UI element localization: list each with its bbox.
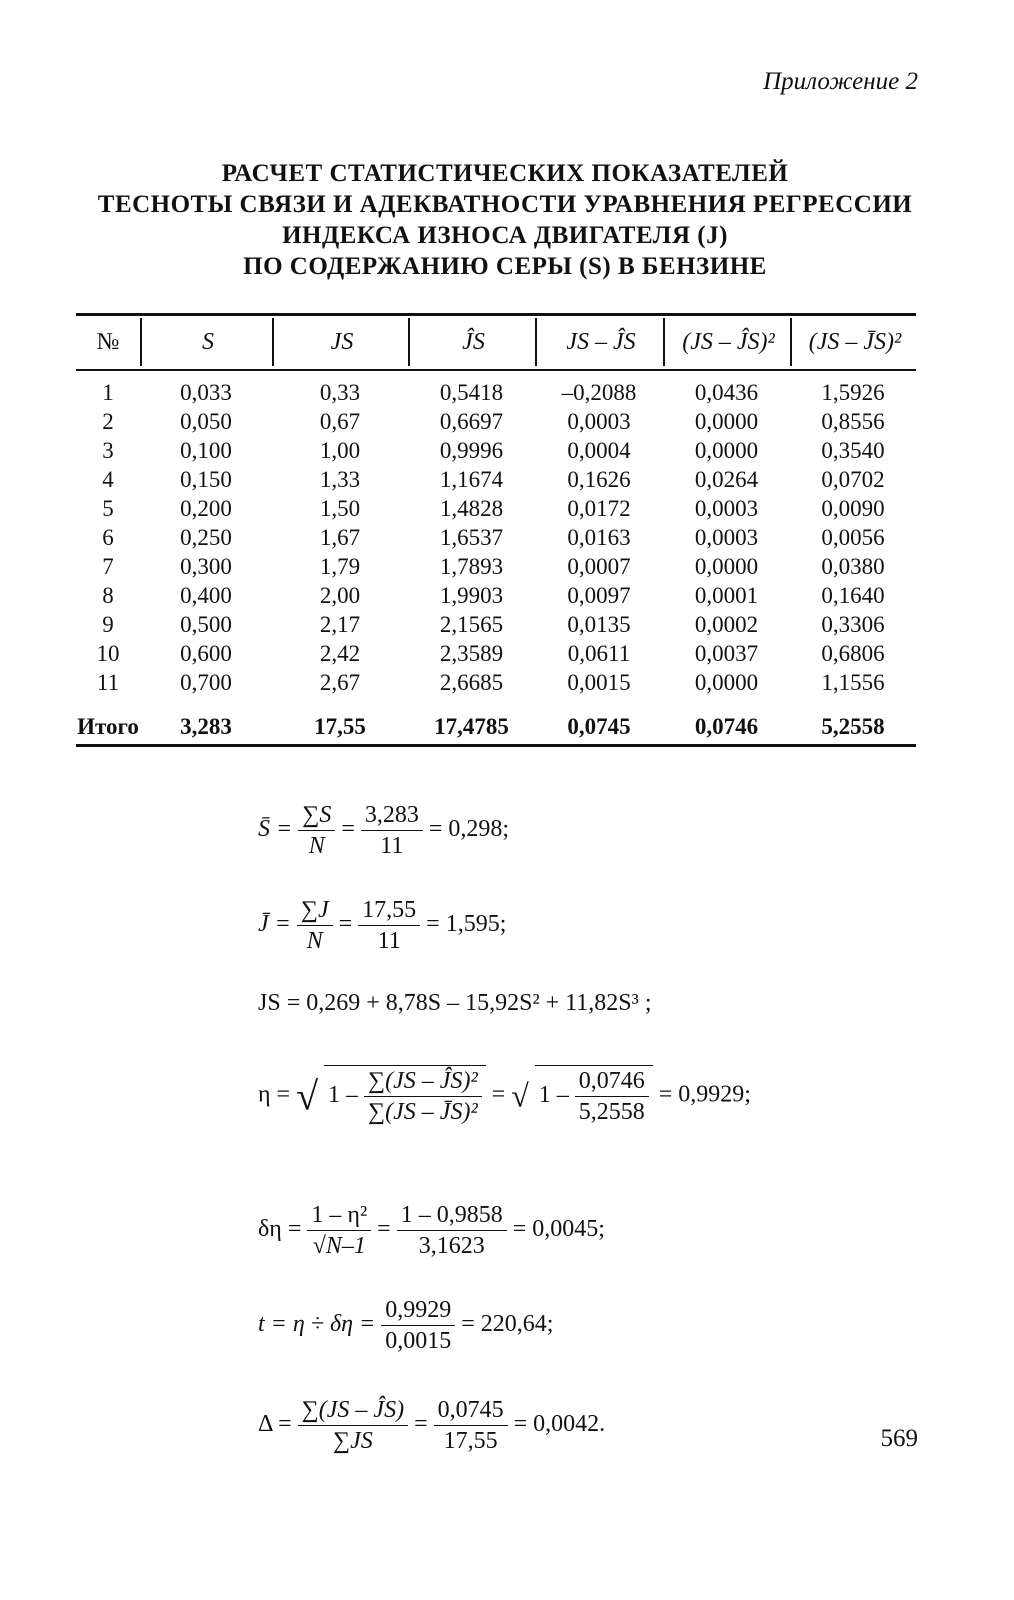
table-cell: 0,0097 [567,583,631,608]
title-line-2: ТЕСНОТЫ СВЯЗИ И АДЕКВАТНОСТИ УРАВНЕНИЯ РЕГРЕССИИ [97,191,913,218]
table-cell: 1,1674 [439,467,504,492]
eta-mid-num: 0,0746 [575,1066,649,1097]
t-lhs: t = η ÷ δη = [258,1311,376,1338]
total-cell: 5,2558 [821,714,885,739]
table-cell: 2,1565 [439,612,504,637]
table-header-rule [76,369,916,371]
delta-eta-lhs: δη = [258,1216,302,1243]
table-cell: 2,6685 [439,670,504,695]
formula-delta: Δ = $\frac{\sum(JS - ĴS)}{\sum JS}$ = $\frac{0,0745}{17,55}$ = 0,0042. [258,1397,606,1454]
table-cell: 0,1626 [567,467,631,492]
table-cell: 0,0003 [694,525,759,550]
table-cell: –0,2088 [561,380,637,405]
table-cell: 0,150 [180,467,232,492]
table-cell: 0,0163 [567,525,631,550]
s-mean-eq: = [341,816,355,843]
table-cell: 0,0007 [567,554,631,579]
table-cell: 1 [102,380,114,405]
table-cell: 2,17 [319,612,361,637]
s-mean-den2: 11 [380,833,404,859]
table-cell: 0,0611 [567,641,631,666]
s-mean-num2: 3,283 [361,800,423,831]
table-cell: 0,33 [319,380,361,405]
table-cell: 0,700 [180,670,232,695]
j-mean-eq: = [338,911,353,938]
s-mean-den: N [308,833,325,859]
t-den: 0,0015 [385,1328,452,1354]
title-line-3: ИНДЕКСА ИЗНОСА ДВИГАТЕЛЯ (J) [282,222,728,249]
total-cell: 17,4785 [434,714,509,739]
page-number: 569 [880,1425,918,1452]
table-cell: 2 [102,409,114,434]
delta-rhs: = 0,0042. [513,1411,606,1438]
eta-mid-den: 5,2558 [578,1099,645,1125]
table-cell: 0,600 [180,641,232,666]
s-mean-num: ∑S [298,800,335,831]
table-cell: 0,0003 [567,409,631,434]
title-line-4: ПО СОДЕРЖАНИЮ СЕРЫ (S) В БЕНЗИНЕ [243,253,767,280]
formula-regression: JS = 0,269 + 8,78S – 15,92S² + 11,82S³ ; [258,990,652,1016]
table-cell: 4 [102,467,114,492]
sqrt-icon-2: √ [511,1077,529,1114]
j-mean-num: ∑J [297,895,333,926]
formula-s-mean [258,800,509,861]
table-cell: 2,00 [319,583,361,608]
eta-lhs: η = [258,1081,291,1108]
table-top-rule [76,313,916,316]
delta-lhs: Δ = [258,1411,292,1438]
table-cell: 0,0380 [821,554,885,579]
delta-den: ∑JS [332,1428,373,1454]
table-cell: 0,300 [180,554,232,579]
table-cell: 1,1556 [821,670,885,695]
table-cell: 8 [102,583,114,608]
table-cell: 0,0000 [694,409,759,434]
table-cell: 1,4828 [439,496,504,521]
table-header-3: ĴS [408,318,537,366]
table-cell: 0,033 [180,380,232,405]
table-header-1: S [140,318,274,366]
formula-j-mean [258,895,506,956]
delta-eta-den: √N–1 [312,1233,366,1259]
table-header-4: JS – ĴS [535,318,665,366]
table-cell: 10 [96,641,120,666]
table-cell: 0,0001 [694,583,759,608]
table-cell: 0,0037 [694,641,759,666]
table-cell: 0,3306 [821,612,885,637]
formula-eta: η = √ 1 – $\frac{\text{∑(JS – ĴS)²}}{\text{∑(JS – J̄S)²}}$ = √ 1 – $\frac{0,0746}{5,2558}$ = 0,9929; [258,1065,751,1127]
delta-num2: 0,0745 [434,1395,508,1426]
table-cell: 0,67 [319,409,361,434]
title-line-1: РАСЧЕТ СТАТИСТИЧЕСКИХ ПОКАЗАТЕЛЕЙ [221,160,789,187]
table-cell: 3 [102,438,114,463]
table-cell: 0,0702 [821,467,885,492]
table-header-0: № [96,328,120,355]
table-cell: 0,050 [180,409,232,434]
t-num: 0,9929 [381,1295,455,1326]
table-cell: 0,100 [180,438,232,463]
table-cell: 0,0000 [694,438,759,463]
total-cell: 0,0746 [694,714,759,739]
table-cell: 9 [102,612,114,637]
s-mean-lhs: S̄ = [258,816,293,843]
eta-rhs: = 0,9929; [658,1081,751,1108]
table-cell: 1,00 [319,438,361,463]
table-cell: 7 [102,554,114,579]
table-cell: 0,6697 [439,409,504,434]
formula-delta-eta: δη = $\frac{\text{1 – η²}}{√N-1}$ = $\frac{1 - 0,9858}{3,1623}$ = 0,0045; [258,1202,605,1259]
table-cell: 1,79 [319,554,361,579]
table-cell: 0,400 [180,583,232,608]
table-cell: 1,33 [319,467,361,492]
table-cell: 0,0090 [821,496,885,521]
j-mean-num2: 17,55 [358,895,420,926]
delta-eta-den2: 3,1623 [418,1233,485,1259]
table-cell: 0,0264 [694,467,759,492]
table-cell: 5 [102,496,114,521]
table-cell: 0,0002 [694,612,759,637]
table-cell: 1,5926 [821,380,885,405]
table-cell: 0,0000 [694,670,759,695]
table-cell: 6 [102,525,114,550]
appendix-label: Приложение 2 [763,68,918,95]
j-mean-den: N [306,928,323,954]
formula-t [258,1295,553,1356]
table-cell: 0,9996 [439,438,504,463]
s-mean-rhs: = 0,298; [428,816,510,843]
t-rhs: = 220,64; [461,1311,554,1338]
table-cell: 0,3540 [821,438,885,463]
eta-inner-num: ∑(JS – ĴS)² [364,1066,482,1097]
table-cell: 2,42 [319,641,361,666]
table-cell: 0,200 [180,496,232,521]
page-title [70,158,940,282]
table-cell: 2,3589 [439,641,504,666]
table-cell: 2,67 [319,670,361,695]
table-bottom-rule [76,744,916,747]
table-cell: 0,8556 [821,409,885,434]
delta-num: ∑(JS – ĴS) [298,1395,408,1426]
table-cell: 1,7893 [439,554,504,579]
table-cell: 0,0135 [567,612,631,637]
table-header-2: JS [272,318,410,366]
table-cell: 1,67 [319,525,361,550]
j-mean-rhs: = 1,595; [426,911,507,938]
table-header-5: (JS – ĴS)² [663,318,792,366]
total-cell: 0,0745 [567,714,631,739]
table-cell: 0,0003 [694,496,759,521]
total-cell: 3,283 [180,714,232,739]
table-cell: 0,250 [180,525,232,550]
delta-eta-num2: 1 – 0,9858 [397,1200,507,1231]
sqrt-icon: √ [296,1073,319,1119]
table-cell: 0,5418 [439,380,504,405]
table-cell: 0,0436 [694,380,759,405]
table-cell: 0,0015 [567,670,631,695]
total-cell: Итого [77,714,139,739]
table-cell: 0,0172 [567,496,631,521]
table-cell: 0,0056 [821,525,885,550]
table-cell: 1,6537 [439,525,504,550]
j-mean-lhs: J̄ = [258,911,291,938]
table-cell: 11 [96,670,120,695]
table-cell: 0,1640 [821,583,885,608]
j-mean-den2: 11 [377,928,401,954]
eta-inner-den: ∑(JS – J̄S)² [368,1099,478,1125]
table-cell: 0,0000 [694,554,759,579]
table-cell: 0,500 [180,612,232,637]
table-cell: 1,50 [319,496,361,521]
table-cell: 0,6806 [821,641,885,666]
table-header-6: (JS – J̄S)² [790,318,918,366]
delta-eta-rhs: = 0,0045; [512,1216,605,1243]
table-cell: 1,9903 [439,583,504,608]
total-cell: 17,55 [314,714,366,739]
table-cell: 0,0004 [567,438,631,463]
delta-den2: 17,55 [443,1428,498,1454]
delta-eta-num: 1 – η² [307,1200,371,1231]
